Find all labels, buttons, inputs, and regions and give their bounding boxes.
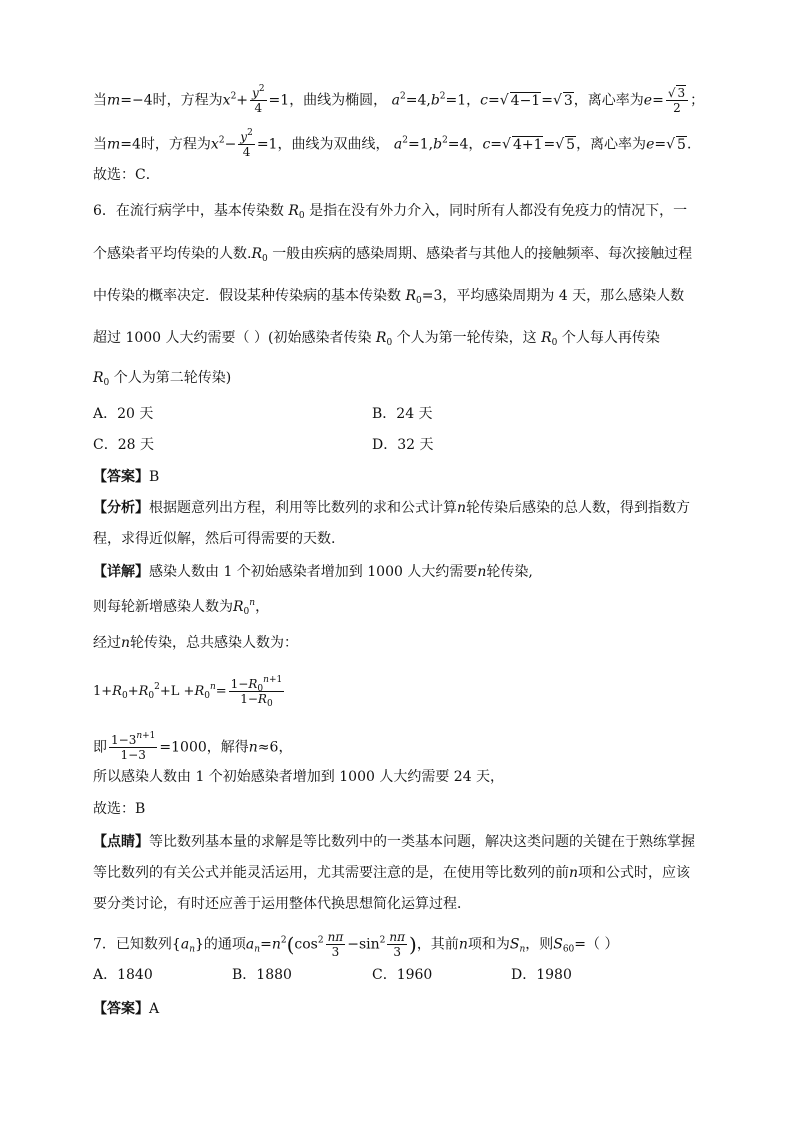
- text: 经过: [93, 635, 121, 651]
- q7-answer: [93, 999, 159, 1019]
- text: （ ）: [586, 936, 619, 953]
- detail-line-1: 【详解】感染人数由 1 个初始感染者增加到 1000 人大约需要n轮传染,: [93, 564, 533, 580]
- answer-line: 故选：C．: [93, 167, 160, 183]
- q6-option-a: A．20 天: [93, 406, 154, 422]
- detail-tag: 【详解】: [93, 564, 149, 580]
- text: 个人为第二轮传染): [113, 370, 232, 386]
- q6-line-5: $R_0$ 个人为第二轮传染): [93, 370, 232, 388]
- text: ，离心率为: [573, 92, 644, 109]
- text: ，: [278, 739, 293, 756]
- sum-formula: $1+R_0+R_0^2+L +R_0^n=$ $\frac{1-R_0^{n+1}}{1-R_0}$: [93, 675, 283, 709]
- text: ；: [690, 92, 705, 109]
- text: 个感染者平均传染的人数.: [93, 246, 252, 262]
- text: ．: [686, 136, 701, 153]
- text: 等比数列基本量的求解是等比数列中的一类基本问题，解决这类问题的关键在于熟练掌握: [149, 834, 695, 850]
- text: 时，方程为: [140, 136, 211, 153]
- text: 即: [93, 739, 107, 756]
- q7-option-c: C．1960: [372, 967, 433, 983]
- text: ，: [255, 599, 270, 615]
- text: 项和为: [467, 936, 510, 953]
- text: ，曲线为双曲线，: [277, 136, 390, 153]
- text: 是指在没有外力介入，同时所有人都没有免疫力的情况下，一: [309, 203, 688, 219]
- q7-option-d: D．1980: [511, 967, 572, 983]
- text: ，离心率为: [576, 136, 647, 153]
- q6-option-d: D．32 天: [372, 437, 434, 453]
- analysis-line-2: 程，求得近似解，然后可得需要的天数.: [93, 531, 336, 547]
- q6-line-1: 6．在流行病学中，基本传染数 $R_0$ 是指在没有外力介入，同时所有人都没有免疫力的情况下，一: [93, 203, 688, 221]
- comment-tag: 【点睛】: [93, 834, 149, 850]
- text: 轮传染，总共感染人数为：: [130, 635, 299, 651]
- q6-line-4: 超过 1000 人大约需要（ ）(初始感染者传染 $R_0$ 个人为第一轮传染，这 $R_0$ 个人每人再传染: [93, 330, 660, 348]
- text: ，曲线为椭圆，: [289, 92, 388, 109]
- q6-answer: [93, 467, 159, 487]
- text: 轮传染,: [486, 564, 533, 580]
- q6-option-b: B．24 天: [372, 406, 433, 422]
- text: 中传染的概率决定．假设某种传染病的基本传染数: [93, 288, 401, 304]
- text: =1000，解得: [159, 739, 249, 756]
- text: 根据题意列出方程，利用等比数列的求和公式计算: [149, 500, 457, 516]
- text: 项和公式时，应该: [578, 865, 691, 881]
- solution-line-hyperbola: 当m=4时，方程为$x^2-$ $\frac{y^2}{4}$ =1，曲线为双曲线， $a^2=1,b^2=4$，c=√ 4+1=√ 5，离心率为e=√ 5．: [93, 128, 701, 159]
- text: 的通项: [203, 936, 246, 953]
- text: 当: [93, 136, 107, 153]
- q6-line-3: 中传染的概率决定．假设某种传染病的基本传染数 $R_0=3$，平均感染周期为 4 天，那么感染人数: [93, 288, 685, 306]
- answer-tag: 【答案】: [93, 469, 149, 485]
- comment-line-1: [93, 832, 695, 852]
- q6-line-2: 个感染者平均传染的人数$.R_0$ 一般由疾病的感染周期、感染者与其他人的接触频率、每次接触过程: [93, 246, 693, 264]
- answer-value: B: [149, 469, 160, 485]
- text: 7．已知数列: [93, 936, 172, 953]
- text: ，平均感染周期为 4 天，那么感染人数: [442, 288, 685, 304]
- text: 等比数列的有关公式并能灵活运用，尤其需要注意的是，在使用等比数列的前: [93, 865, 569, 881]
- analysis-line-1: 【分析】根据题意列出方程，利用等比数列的求和公式计算n轮传染后感染的总人数，得到指数方: [93, 500, 691, 516]
- q7-line-1: 7．已知数列$\{a_n\}$的通项$a_n=n^2(\cos^2$ $\frac{n\pi}{3}$ $-\sin^2$ $\frac{n\pi}{3}$ )，其前n项和为$S_n$，则$S_{60}=$（ ）: [93, 930, 619, 959]
- q6-option-c: C．28 天: [93, 437, 154, 453]
- text: 超过 1000 人大约需要（ ）(初始感染者传染: [93, 330, 372, 346]
- detail-line-5: 即 $\frac{1-3^{n+1}}{1-3}$ =1000，解得n≈6，: [93, 731, 293, 762]
- solution-line-ellipse: 当m=−4时，方程为$x^2+$ $\frac{y^2}{4}$ =1，曲线为椭圆， $a^2=4,b^2=1$，c=√ 4−1=√ 3，离心率为e= $\frac{√ 3}{2}$ ；: [93, 84, 705, 115]
- text: 时，方程为: [152, 92, 223, 109]
- text: 个人每人再传染: [561, 330, 660, 346]
- q7-option-a: A．1840: [93, 967, 153, 983]
- text: 则每轮新增感染人数为: [93, 599, 233, 615]
- answer-tag: 【答案】: [93, 1001, 149, 1017]
- text: ，则: [525, 936, 554, 953]
- comment-line-2: 等比数列的有关公式并能灵活运用，尤其需要注意的是，在使用等比数列的前n项和公式时，应该: [93, 865, 691, 881]
- detail-line-3: 经过n轮传染，总共感染人数为：: [93, 635, 299, 651]
- text: ，其前: [416, 936, 459, 953]
- text: 感染人数由 1 个初始感染者增加到 1000 人大约需要: [149, 564, 478, 580]
- answer-value: A: [149, 1001, 160, 1017]
- detail-line-7: 故选：B: [93, 801, 146, 817]
- text: 轮传染后感染的总人数，得到指数方: [466, 500, 691, 516]
- text: 6．在流行病学中，基本传染数: [93, 203, 284, 219]
- text: 当: [93, 92, 107, 109]
- text: 一般由疾病的感染周期、感染者与其他人的接触频率、每次接触过程: [272, 246, 693, 262]
- analysis-tag: 【分析】: [93, 500, 149, 516]
- comment-line-3: 要分类讨论，有时还应善于运用整体代换思想简化运算过程．: [93, 896, 471, 912]
- detail-line-2: 则每轮新增感染人数为$R_0^n$，: [93, 598, 270, 617]
- text: 个人为第一轮传染，这: [396, 330, 537, 346]
- detail-line-6: 所以感染人数由 1 个初始感染者增加到 1000 人大约需要 24 天，: [93, 769, 505, 785]
- q7-option-b: B．1880: [232, 967, 292, 983]
